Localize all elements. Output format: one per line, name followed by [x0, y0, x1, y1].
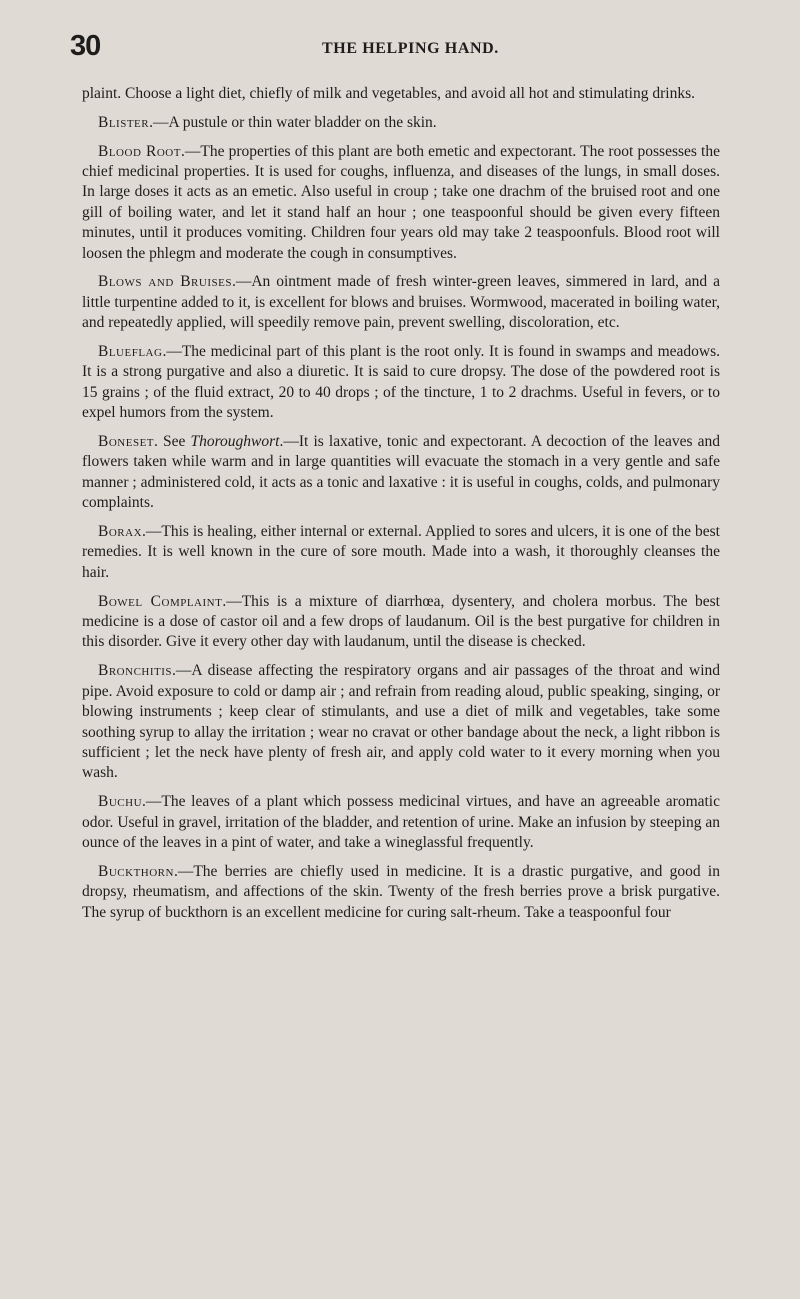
- entry-buckthorn: [82, 862, 720, 923]
- entry-term: Blister: [98, 113, 150, 131]
- entry-text: .—The leaves of a plant which possess medicinal virtues, and have an agreeable aromatic odor. Useful in gravel, irritation of the bladder, and retention of urine. Make an infusion by steeping an ounce of the leaves in a pint of water, and take a wineglassful frequently.: [82, 793, 720, 851]
- entry-text: .—A disease affecting the respiratory organs and air passages of the throat and wind pipe. Avoid exposure to cold or damp air ; and refrain from reading aloud, public speaking, singing, or blowing instruments ; keep clear of stimulants, and use a diet of milk and vegetables, take some soothing syrup to allay the irritation ; wear no cravat or other bandage about the neck, a light ribbon is sufficient ; let the neck have plenty of fresh air, and apply cold water to it every morning when you wash.: [82, 662, 720, 782]
- entry-term: Bowel Complaint: [98, 592, 223, 610]
- entry-term: Blood Root: [98, 142, 181, 160]
- running-head: [70, 32, 730, 62]
- body-text: [82, 84, 720, 931]
- entry-term: Blueflag: [98, 343, 163, 361]
- running-title: THE HELPING HAND.: [322, 40, 499, 57]
- entry-text: .—The properties of this plant are both emetic and expectorant. The root possesses the chief medicinal properties. It is used for coughs, influenza, and diseases of the lungs, in small doses. In large doses it acts as an emetic. Also useful in croup ; take one drachm of the bruised root and one gill of boiling water, and let it stand half an hour ; one teaspoonful should be given every fifteen minutes, until it produces vomiting. Children four years old may take 2 teaspoonfuls. Blood root will loosen the phlegm and moderate the cough in consumptives.: [82, 142, 720, 262]
- entry-term: Buchu: [98, 793, 143, 811]
- entry-blows-and-bruises: [82, 272, 720, 333]
- entry-term: Boneset: [98, 433, 155, 451]
- page-number: 30: [70, 30, 101, 62]
- entry-term: Bronchitis: [98, 662, 173, 680]
- entry-text: .—An ointment made of fresh winter-green leaves, simmered in lard, and a little turpentine added to it, is excellent for blows and bruises. Wormwood, macerated in boiling water, and repeatedly applied, will speedily remove pain, prevent swelling, discoloration, etc.: [82, 273, 720, 332]
- entry-see-prefix: . See: [154, 433, 191, 451]
- entry-text: .—The berries are chiefly used in medicine. It is a drastic purgative, and good in dropsy, rheumatism, and affections of the skin. Twenty of the fresh berries prove a brisk purgative. The syrup of buckthorn is an excellent medicine for curing salt-rheum. Take a teaspoonful four: [82, 862, 720, 921]
- entry-continued: [82, 84, 720, 104]
- entry-blueflag: [82, 342, 720, 424]
- entry-see-reference: Thoroughwort: [190, 433, 280, 451]
- entry-term: Blows and Bruises: [98, 273, 232, 291]
- entry-text: .—The medicinal part of this plant is the root only. It is found in swamps and meadows. It is a strong purgative and also a diuretic. It is said to cure dropsy. The dose of the powdered root is 15 grains ; of the fluid extract, 20 to 40 drops ; of the tincture, 1 to 2 drachms. Useful in fevers, or to expel humors from the system.: [82, 343, 720, 422]
- entry-blister: [82, 113, 720, 133]
- entry-boneset: [82, 432, 720, 514]
- entry-text: .—This is a mixture of diarrhœa, dysentery, and cholera morbus. The best medicine is a dose of castor oil and a few drops of laudanum. Oil is the best purgative for children in this disorder. Give it every other day with laudanum, until the disease is checked.: [82, 592, 720, 651]
- entry-text: .—It is laxative, tonic and expectorant. A decoction of the leaves and flowers taken while warm and in large quantities will evacuate the stomach in a very gentle and safe manner ; administered cold, it acts as a tonic and laxative : it is useful in coughs, colds, and pulmonary complaints.: [82, 433, 720, 512]
- entry-text: plaint. Choose a light diet, chiefly of milk and vegetables, and avoid all hot and stimulating drinks.: [82, 85, 695, 102]
- entry-term: Borax: [98, 523, 143, 541]
- entry-blood-root: [82, 142, 720, 264]
- entry-bronchitis: [82, 661, 720, 783]
- entry-text: .—This is healing, either internal or external. Applied to sores and ulcers, it is one of the best remedies. It is well known in the cure of sore mouth. Made into a wash, it thoroughly cleanses the hair.: [82, 523, 720, 581]
- entry-buchu: [82, 792, 720, 853]
- entry-term: Buckthorn: [98, 862, 174, 880]
- entry-borax: [82, 522, 720, 583]
- entry-text: .—A pustule or thin water bladder on the skin.: [149, 113, 437, 131]
- entry-bowel-complaint: [82, 592, 720, 653]
